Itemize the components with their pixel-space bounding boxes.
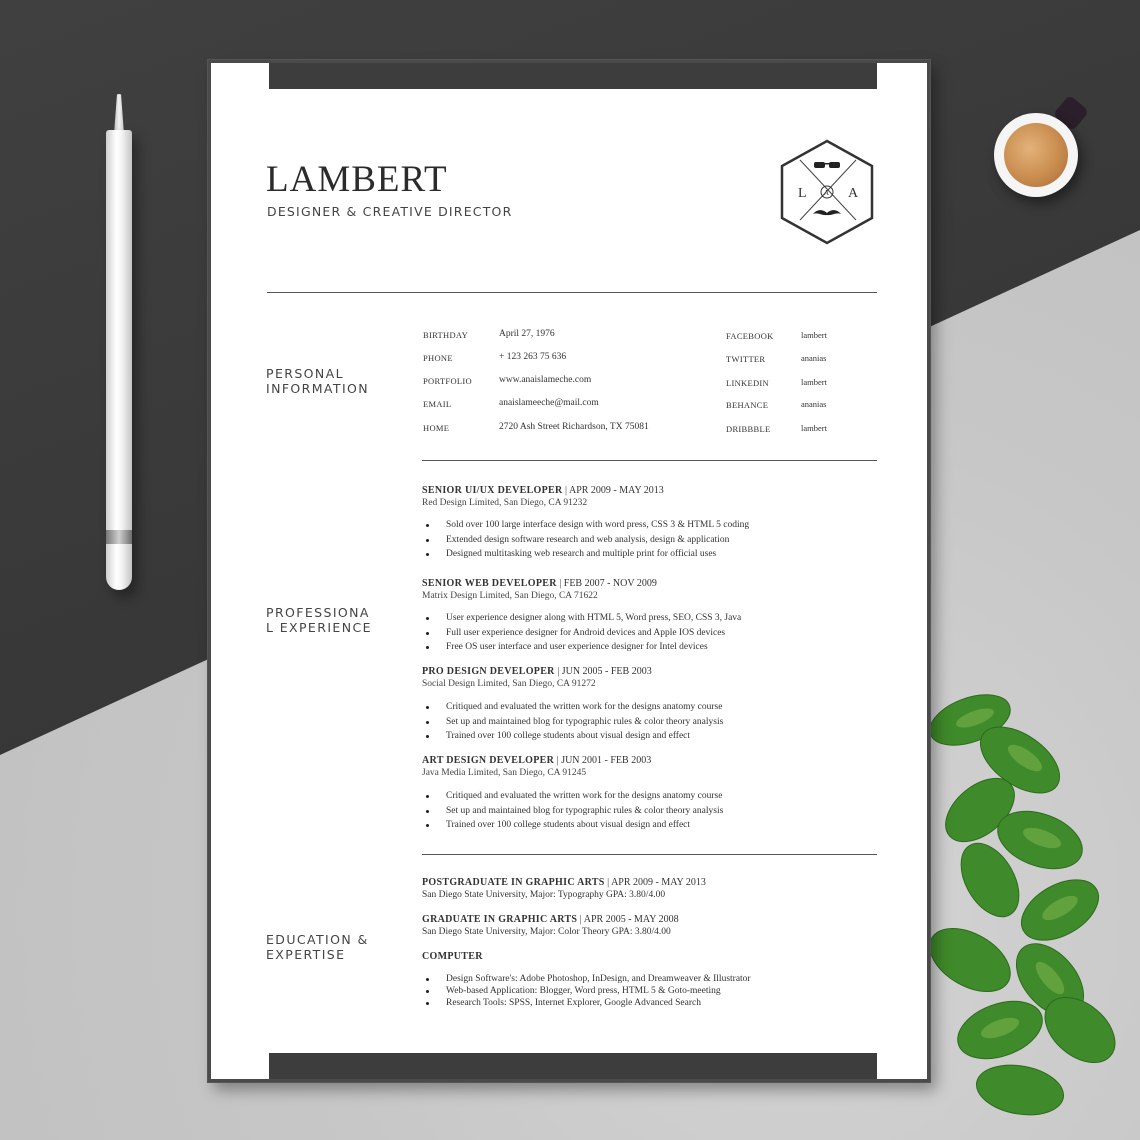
logo-letter-right: A <box>848 186 859 201</box>
degree-name: GRADUATE IN GRAPHIC ARTS <box>422 914 578 925</box>
education-section-title: EDUCATION & EXPERTISE <box>266 932 369 962</box>
degree-dates: APR 2009 - MAY 2013 <box>611 877 706 888</box>
stylus-pencil <box>106 94 132 594</box>
list-item: Research Tools: SPSS, Internet Explorer, Google Advanced Search <box>422 997 862 1009</box>
job-bullets <box>422 518 862 562</box>
separator: | <box>554 755 562 766</box>
info-value: April 27, 1976 <box>499 329 555 339</box>
computer-heading <box>422 951 483 962</box>
list-item: Critiqued and evaluated the written work for the designs anatomy course <box>422 789 862 804</box>
degree-name: POSTGRADUATE IN GRAPHIC ARTS <box>422 877 605 888</box>
job-heading <box>422 578 657 589</box>
stylus-tip <box>114 94 124 134</box>
list-item: Free OS user interface and user experience designer for Intel devices <box>422 640 862 655</box>
list-item: Trained over 100 college students about visual design and effect <box>422 818 862 833</box>
info-value: 2720 Ash Street Richardson, TX 75081 <box>499 422 649 432</box>
separator: | <box>562 485 569 496</box>
job-heading <box>422 666 652 677</box>
job-organization: Red Design Limited, San Diego, CA 91232 <box>422 498 588 508</box>
list-item: Set up and maintained blog for typographic rules & color theory analysis <box>422 715 862 730</box>
computer-skills-list <box>422 973 862 1009</box>
info-label: HOME <box>423 423 450 433</box>
social-label: DRIBBBLE <box>726 424 771 434</box>
stylus-band <box>106 530 132 544</box>
header-divider <box>267 292 877 293</box>
list-item: Sold over 100 large interface design with word press, CSS 3 & HTML 5 coding <box>422 518 862 533</box>
computer-heading-text: COMPUTER <box>422 951 483 962</box>
resume-page <box>211 63 927 1079</box>
social-label: FACEBOOK <box>726 331 774 341</box>
logo-letter-center: A <box>824 189 830 197</box>
coffee-surface <box>1004 123 1068 187</box>
info-value: + 123 263 75 636 <box>499 352 567 362</box>
job-role: SENIOR UI/UX DEVELOPER <box>422 485 563 496</box>
glasses-icon <box>814 162 840 168</box>
job-organization: Matrix Design Limited, San Diego, CA 71622 <box>422 591 598 601</box>
job-dates: APR 2009 - MAY 2013 <box>568 485 664 496</box>
experience-section-title: PROFESSIONA L EXPERIENCE <box>266 605 372 635</box>
resume-job-title: DESIGNER & CREATIVE DIRECTOR <box>267 204 513 219</box>
social-label: LINKEDIN <box>726 378 769 388</box>
monogram-logo <box>778 138 876 246</box>
info-label: PORTFOLIO <box>423 376 472 386</box>
info-label: PHONE <box>423 353 453 363</box>
info-label: BIRTHDAY <box>423 330 469 340</box>
social-value: ananias <box>801 353 827 363</box>
separator: | <box>577 914 584 925</box>
info-value: anaislameeche@mail.com <box>499 398 599 408</box>
degree-details: San Diego State University, Major: Typography GPA: 3.80/4.00 <box>422 890 666 900</box>
stylus-body <box>106 130 132 590</box>
degree-heading <box>422 877 706 888</box>
resume-paper <box>208 60 930 1082</box>
degree-heading <box>422 914 679 925</box>
degree-details: San Diego State University, Major: Color Theory GPA: 3.80/4.00 <box>422 927 671 937</box>
job-role: SENIOR WEB DEVELOPER <box>422 578 557 589</box>
job-bullets <box>422 700 862 744</box>
social-value: ananias <box>801 399 827 409</box>
experience-divider <box>422 854 877 855</box>
social-value: lambert <box>801 330 827 340</box>
plant-leaves <box>900 680 1140 1140</box>
job-heading <box>422 755 651 766</box>
job-bullets <box>422 789 862 833</box>
list-item: Designed multitasking web research and multiple print for official uses <box>422 547 862 562</box>
personal-divider <box>422 460 877 461</box>
job-dates: JUN 2005 - FEB 2003 <box>561 666 652 677</box>
bottom-band <box>269 1053 877 1079</box>
info-value: www.anaislameche.com <box>499 375 592 385</box>
social-label: TWITTER <box>726 354 766 364</box>
list-item: User experience designer along with HTML 5, Word press, SEO, CSS 3, Java <box>422 611 862 626</box>
job-dates: JUN 2001 - FEB 2003 <box>561 755 652 766</box>
job-role: PRO DESIGN DEVELOPER <box>422 666 555 677</box>
social-value: lambert <box>801 423 827 433</box>
job-bullets <box>422 611 862 655</box>
degree-dates: APR 2005 - MAY 2008 <box>583 914 679 925</box>
info-label: EMAIL <box>423 399 452 409</box>
list-item: Full user experience designer for Android devices and Apple IOS devices <box>422 626 862 641</box>
resume-name: LAMBERT <box>266 159 448 200</box>
job-role: ART DESIGN DEVELOPER <box>422 755 555 766</box>
list-item: Critiqued and evaluated the written work for the designs anatomy course <box>422 700 862 715</box>
job-heading <box>422 485 664 496</box>
social-label: BEHANCE <box>726 400 769 410</box>
job-dates: FEB 2007 - NOV 2009 <box>563 578 657 589</box>
list-item: Web-based Application: Blogger, Word press, HTML 5 & Goto-meeting <box>422 985 862 997</box>
list-item: Design Software's: Adobe Photoshop, InDesign, and Dreamweaver & Illustrator <box>422 973 862 985</box>
top-band <box>269 63 877 89</box>
list-item: Set up and maintained blog for typographic rules & color theory analysis <box>422 804 862 819</box>
social-value: lambert <box>801 377 827 387</box>
list-item: Trained over 100 college students about visual design and effect <box>422 729 862 744</box>
job-organization: Java Media Limited, San Diego, CA 91245 <box>422 768 587 778</box>
personal-section-title: PERSONAL INFORMATION <box>266 366 370 396</box>
separator: | <box>556 578 564 589</box>
separator: | <box>604 877 612 888</box>
job-organization: Social Design Limited, San Diego, CA 91272 <box>422 679 596 689</box>
mustache-icon <box>813 210 841 215</box>
list-item: Extended design software research and web analysis, design & application <box>422 533 862 548</box>
logo-letter-left: L <box>798 186 807 201</box>
separator: | <box>554 666 562 677</box>
